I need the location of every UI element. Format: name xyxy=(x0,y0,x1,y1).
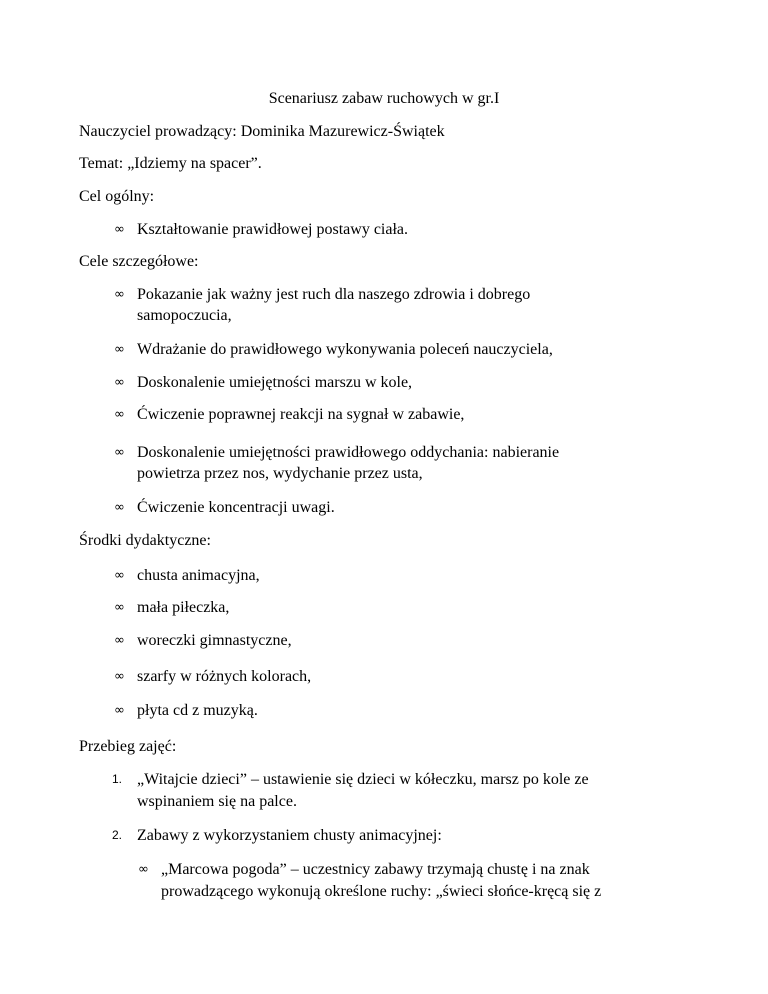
material-item: chusta animacyjna, xyxy=(137,567,260,584)
material-item: szarfy w różnych kolorach, xyxy=(137,668,312,685)
course-step: „Witajcie dzieci” – ustawienie się dzieci w kółeczku, marsz po kole ze xyxy=(137,771,589,788)
specific-goal-item: Doskonalenie umiejętności prawidłowego oddychania: nabieranie xyxy=(137,444,560,461)
material-item: płyta cd z muzyką. xyxy=(137,702,258,719)
step-number: 1. xyxy=(112,772,123,786)
specific-goal-item: Wdrażanie do prawidłowego wykonywania poleceń nauczyciela, xyxy=(137,341,553,358)
bullet-icon: ∞ xyxy=(114,445,125,460)
bullet-icon: ∞ xyxy=(138,862,149,877)
course-heading: Przebieg zajęć: xyxy=(79,738,177,755)
course-step-continuation: wspinaniem się na palce. xyxy=(137,793,297,810)
sub-step-continuation: prowadzącego wykonują określone ruchy: „świeci słońce-kręcą się z xyxy=(161,883,602,900)
document-title: Scenariusz zabaw ruchowych w gr.I xyxy=(268,90,500,107)
bullet-icon: ∞ xyxy=(114,633,125,648)
bullet-icon: ∞ xyxy=(114,342,125,357)
specific-goals-heading: Cele szczegółowe: xyxy=(79,253,199,270)
bullet-icon: ∞ xyxy=(114,407,125,422)
topic-line: Temat: „Idziemy na spacer”. xyxy=(79,155,262,172)
specific-goal-item: Ćwiczenie koncentracji uwagi. xyxy=(137,499,335,516)
bullet-icon: ∞ xyxy=(114,222,125,237)
specific-goal-item: Pokazanie jak ważny jest ruch dla naszego zdrowia i dobrego xyxy=(137,286,531,303)
materials-heading: Środki dydaktyczne: xyxy=(79,532,211,549)
step-number: 2. xyxy=(112,828,123,842)
bullet-icon: ∞ xyxy=(114,568,125,583)
bullet-icon: ∞ xyxy=(114,669,125,684)
material-item: woreczki gimnastyczne, xyxy=(137,632,292,649)
bullet-icon: ∞ xyxy=(114,500,125,515)
bullet-icon: ∞ xyxy=(114,375,125,390)
general-goal-item: Kształtowanie prawidłowej postawy ciała. xyxy=(137,221,409,238)
course-step: Zabawy z wykorzystaniem chusty animacyjnej: xyxy=(137,827,442,844)
teacher-line: Nauczyciel prowadzący: Dominika Mazurewicz-Świątek xyxy=(79,123,445,140)
specific-goal-item-continuation: powietrza przez nos, wydychanie przez usta, xyxy=(137,465,423,482)
specific-goal-item: Doskonalenie umiejętności marszu w kole, xyxy=(137,374,413,391)
material-item: mała piłeczka, xyxy=(137,599,230,616)
bullet-icon: ∞ xyxy=(114,287,125,302)
specific-goal-item: Ćwiczenie poprawnej reakcji na sygnał w zabawie, xyxy=(137,406,465,423)
bullet-icon: ∞ xyxy=(114,600,125,615)
specific-goal-item-continuation: samopoczucia, xyxy=(137,307,232,324)
general-goal-heading: Cel ogólny: xyxy=(79,188,155,205)
sub-step: „Marcowa pogoda” – uczestnicy zabawy trzymają chustę i na znak xyxy=(161,861,590,878)
bullet-icon: ∞ xyxy=(114,703,125,718)
